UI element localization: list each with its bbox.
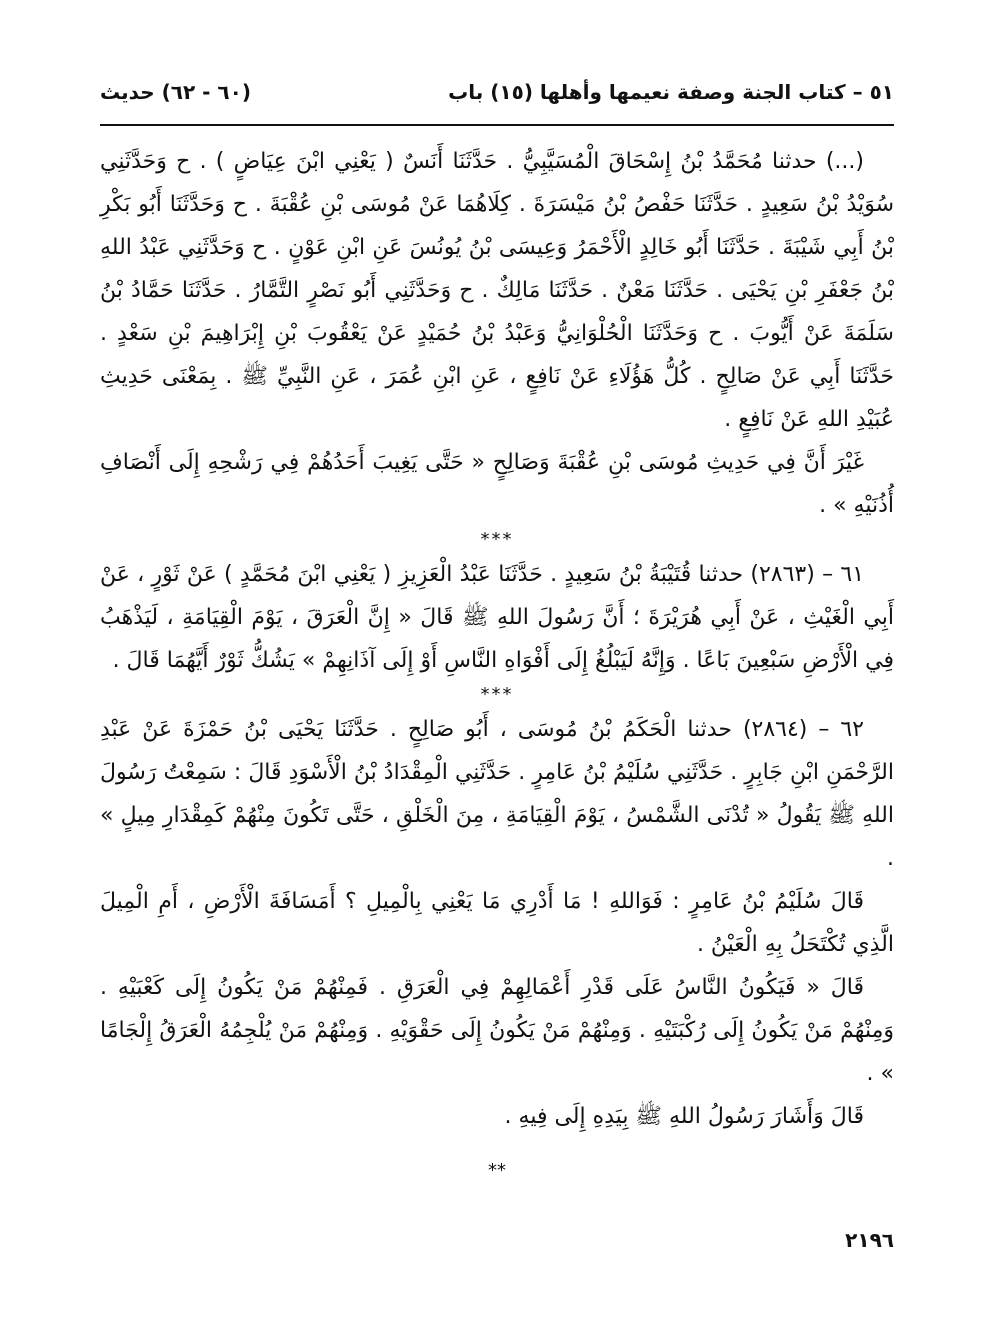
page-number: ٢١٩٦ — [845, 1228, 894, 1252]
hadith-60-note: غَيْرَ أَنَّ فِي حَدِيثِ مُوسَى بْنِ عُقْبَةَ وَصَالِحٍ « حَتَّى يَغِيبَ أَحَدُهُمْ فِي رَشْحِهِ إِلَى أَنْصَافِ أُذُنَيْهِ » . — [100, 450, 894, 518]
header-rule — [100, 124, 894, 126]
running-header — [100, 80, 894, 116]
page-body — [100, 140, 894, 1202]
hadith-range: (٦٠ - ٦٢) حديث — [100, 80, 251, 104]
hadith-62-continuation: قَالَ « فَيَكُونُ النَّاسُ عَلَى قَدْرِ أَعْمَالِهِمْ فِي الْعَرَقِ . فَمِنْهُمْ مَنْ يَكُونُ إِلَى كَعْبَيْهِ . وَمِنْهُمْ مَنْ يَكُونُ إِلَى رُكْبَتَيْهِ . وَمِنْهُمْ مَنْ يَكُونُ إِلَى حَقْوَيْهِ . وَمِنْهُمْ مَنْ يُلْجِمُهُ الْعَرَقُ إِلْجَامًا » . — [100, 975, 894, 1086]
hadith-61: ٦١ – (٢٨٦٣) حدثنا قُتَيْبَةُ بْنُ سَعِيدٍ . حَدَّثَنَا عَبْدُ الْعَزِيزِ ( يَعْنِي ابْنَ مُحَمَّدٍ ) عَنْ ثَوْرٍ ، عَنْ أَبِي الْغَيْثِ ، عَنْ أَبِي هُرَيْرَةَ ؛ أَنَّ رَسُولَ اللهِ ﷺ قَالَ « إِنَّ الْعَرَقَ ، يَوْمَ الْقِيَامَةِ ، لَيَذْهَبُ فِي الْأَرْضِ سَبْعِينَ بَاعًا . وَإِنَّهُ لَيَبْلُغُ إِلَى أَفْوَاهِ النَّاسِ أَوْ إِلَى آذَانِهِمْ » يَشُكُّ ثَوْرٌ أَيَّهُمَا قَالَ . — [100, 562, 894, 673]
section-separator: *** — [480, 529, 514, 550]
hadith-62: ٦٢ – (٢٨٦٤) حدثنا الْحَكَمُ بْنُ مُوسَى ، أَبُو صَالِحٍ . حَدَّثَنَا يَحْيَى بْنُ حَمْزَةَ عَنْ عَبْدِ الرَّحْمَنِ ابْنِ جَابِرٍ . حَدَّثَنِي سُلَيْمُ بْنُ عَامِرٍ . حَدَّثَنِي الْمِقْدَادُ بْنُ الْأَسْوَدِ قَالَ : سَمِعْتُ رَسُولَ اللهِ ﷺ يَقُولُ « تُدْنَى الشَّمْسُ ، يَوْمَ الْقِيَامَةِ ، مِنَ الْخَلْقِ ، حَتَّى تَكُونَ مِنْهُمْ كَمِقْدَارِ مِيلٍ » . — [100, 717, 894, 871]
hadith-60-continuation: (...) حدثنا مُحَمَّدُ بْنُ إِسْحَاقَ الْمُسَيَّبِيُّ . حَدَّثَنَا أَنَسٌ ( يَعْنِي ابْنَ عِيَاضٍ ) . ح وَحَدَّثَنِي سُوَيْدُ بْنُ سَعِيدٍ . حَدَّثَنَا حَفْصُ بْنُ مَيْسَرَةَ . كِلَاهُمَا عَنْ مُوسَى بْنِ عُقْبَةَ . ح وَحَدَّثَنَا أَبُو بَكْرِ بْنُ أَبِي شَيْبَةَ . حَدَّثَنَا أَبُو خَالِدٍ الْأَحْمَرُ وَعِيسَى بْنُ يُونُسَ عَنِ ابْنِ عَوْنٍ . ح وَحَدَّثَنِي عَبْدُ اللهِ بْنُ جَعْفَرِ بْنِ يَحْيَى . حَدَّثَنَا مَعْنٌ . حَدَّثَنَا مَالِكٌ . ح وَحَدَّثَنِي أَبُو نَصْرٍ التَّمَّارُ . حَدَّثَنَا حَمَّادُ بْنُ سَلَمَةَ عَنْ أَيُّوبَ . ح وَحَدَّثَنَا الْحُلْوَانِيُّ وَعَبْدُ بْنُ حُمَيْدٍ عَنْ يَعْقُوبَ بْنِ إِبْرَاهِيمَ بْنِ سَعْدٍ . حَدَّثَنَا أَبِي عَنْ صَالِحٍ . كُلُّ هَؤُلَاءِ عَنْ نَافِعٍ ، عَنِ ابْنِ عُمَرَ ، عَنِ النَّبِيِّ ﷺ . بِمَعْنَى حَدِيثِ عُبَيْدِ اللهِ عَنْ نَافِعٍ . — [100, 149, 894, 432]
end-separator: ** — [488, 1160, 506, 1181]
section-separator: *** — [480, 684, 514, 705]
hadith-62-ending: قَالَ وَأَشَارَ رَسُولُ اللهِ ﷺ بِيَدِهِ إِلَى فِيهِ . — [504, 1104, 864, 1129]
chapter-title: ٥١ – كتاب الجنة وصفة نعيمها وأهلها (١٥) باب — [448, 80, 894, 104]
hadith-62-narrator-comment: قَالَ سُلَيْمُ بْنُ عَامِرٍ : فَوَاللهِ ! مَا أَدْرِي مَا يَعْنِي بِالْمِيلِ ؟ أَمَسَافَةَ الْأَرْضِ ، أَمِ الْمِيلَ الَّذِي تُكْتَحَلُ بِهِ الْعَيْنُ . — [100, 889, 894, 957]
